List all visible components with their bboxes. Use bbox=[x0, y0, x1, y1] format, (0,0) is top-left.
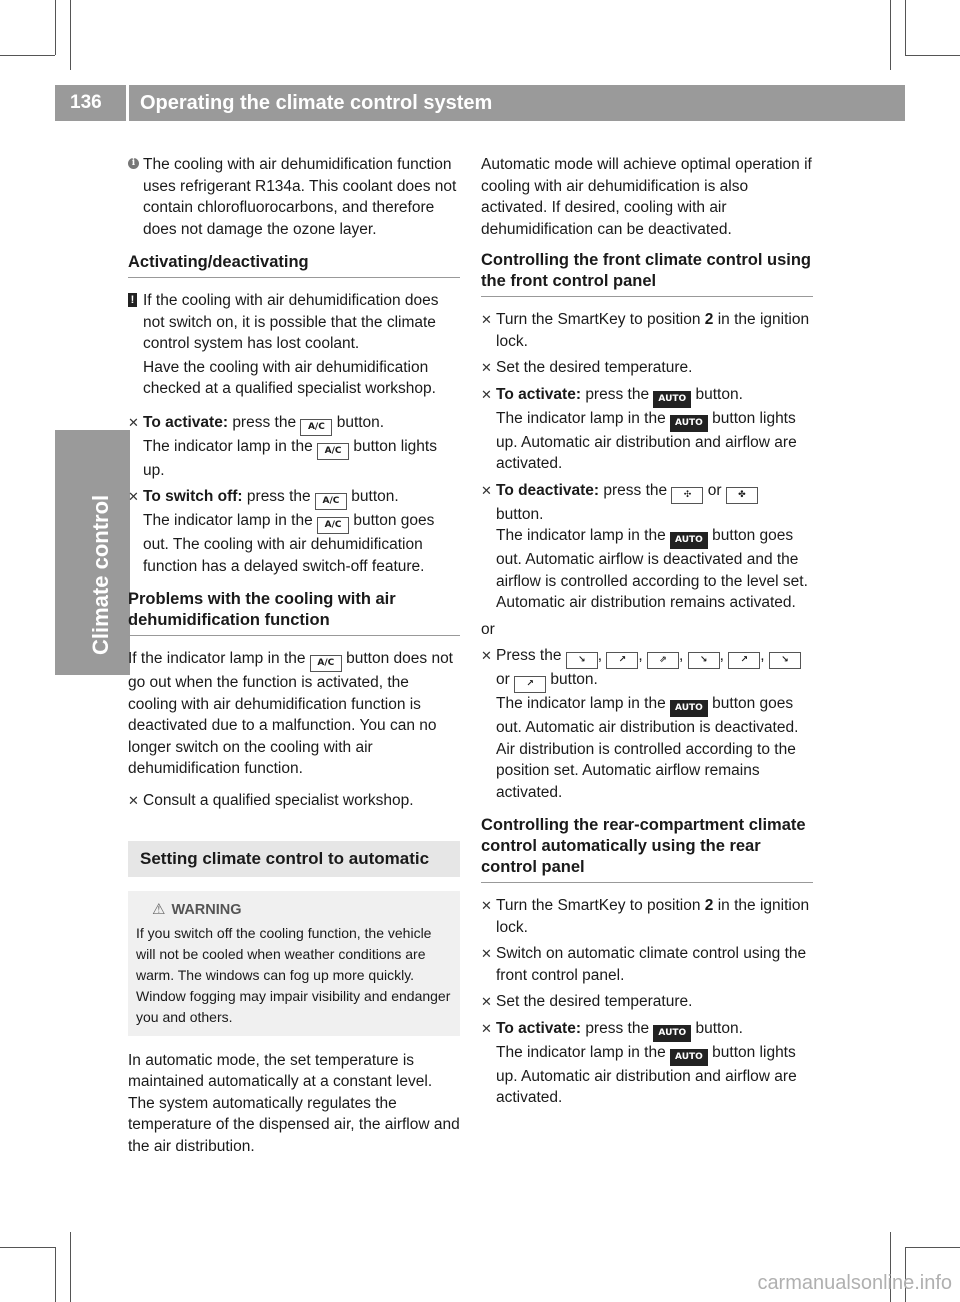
watermark[interactable]: carmanualsonline.info bbox=[757, 1272, 952, 1294]
step-rear-1: ✕ Turn the SmartKey to position 2 in the ignition lock. bbox=[481, 897, 810, 936]
side-tab-label: Climate control bbox=[88, 494, 113, 655]
step-rear-2: ✕ Switch on automatic climate control using the front control panel. bbox=[481, 945, 807, 984]
crop-mark bbox=[70, 1232, 71, 1302]
step-arrow-icon: ✕ bbox=[481, 360, 492, 375]
air-footwell-icon: ↘ bbox=[566, 652, 598, 669]
left-column bbox=[128, 154, 460, 1167]
step-arrow-icon: ✕ bbox=[481, 1020, 492, 1036]
air-windshield-icon: ⇗ bbox=[647, 652, 679, 669]
crop-mark bbox=[905, 0, 906, 55]
heading-problems: Problems with the cooling with air dehumidification function bbox=[128, 589, 460, 636]
auto-button-icon: AUTO bbox=[653, 391, 691, 408]
crop-mark bbox=[0, 55, 55, 56]
auto-button-icon: AUTO bbox=[670, 415, 708, 432]
step-rear-3: ✕ Set the desired temperature. bbox=[481, 991, 813, 1013]
right-column bbox=[481, 154, 813, 1114]
page-number: 136 bbox=[70, 92, 102, 113]
step-consult: ✕ Consult a qualified specialist workshop. bbox=[128, 790, 460, 812]
crop-mark bbox=[70, 0, 71, 70]
air-vent-icon: ↗ bbox=[514, 676, 546, 693]
step-front-deactivate: ✕ To deactivate: press the ✣ or ✤ button. The indicator lamp in the AUTO button goes out. Automatic airflow is deactivated and the airflow is controlled according to the level set. Automatic air distribution remains activated. bbox=[481, 481, 808, 611]
fan-up-icon: ✣ bbox=[671, 487, 703, 504]
step-switch-off: ✕ To switch off: press the A/C button. The indicator lamp in the A/C button goes out. The cooling with air dehumidification function has a delayed switch-off feature. bbox=[128, 488, 435, 575]
auto-button-icon: AUTO bbox=[670, 532, 708, 549]
warning-triangle-icon: ⚠ bbox=[152, 900, 166, 918]
step-front-activate: ✕ To activate: press the AUTO button. The indicator lamp in the AUTO button lights up. Automatic air distribution and airflow are activated. bbox=[481, 385, 797, 472]
heading-activating: Activating/deactivating bbox=[128, 252, 460, 278]
header-divider bbox=[126, 85, 129, 121]
step-front-2: ✕ Set the desired temperature. bbox=[481, 357, 813, 379]
step-front-1: ✕ Turn the SmartKey to position 2 in the ignition lock. bbox=[481, 311, 810, 350]
crop-mark bbox=[55, 1247, 56, 1302]
crop-mark bbox=[0, 1247, 55, 1248]
step-arrow-icon: ✕ bbox=[128, 414, 139, 430]
air-vent-icon: ↗ bbox=[728, 652, 760, 669]
intro-paragraph: Automatic mode will achieve optimal operation if cooling with air dehumidification is also activated. If desired, cooling with air dehumidification can be deactivated. bbox=[481, 156, 812, 238]
step-arrow-icon: ✕ bbox=[481, 312, 492, 327]
auto-button-icon: AUTO bbox=[653, 1025, 691, 1042]
crop-mark bbox=[55, 0, 56, 55]
crop-mark bbox=[905, 55, 960, 56]
step-activate: ✕ To activate: press the A/C button. The indicator lamp in the A/C button lights up. bbox=[128, 413, 437, 479]
info-note: i The cooling with air dehumidification function uses refrigerant R134a. This coolant does not contain chlorofluorocarbons, and therefore does not damage the ozone layer. bbox=[128, 154, 460, 240]
warning-box: ⚠ WARNING If you switch off the cooling function, the vehicle will not be cooled when weather conditions are warm. The windows can fog up more quickly. Window fogging may impair visibility and endanger you and others. bbox=[128, 891, 460, 1036]
problems-paragraph: If the indicator lamp in the A/C button does not go out when the function is activated, the cooling with air dehumidification function is deactivated due to a malfunction. You can no longer switch on the cooling with air dehumidification function. bbox=[128, 650, 453, 777]
or-word: or bbox=[481, 620, 495, 638]
auto-mode-paragraph: In automatic mode, the set temperature is maintained automatically at a constant level. The system automatically regulates the temperature of the dispensed air, the airflow and the air distribution. bbox=[128, 1051, 460, 1155]
heading-rear: Controlling the rear-compartment climate control automatically using the rear control panel bbox=[481, 815, 813, 883]
section-heading: Setting climate control to automatic bbox=[128, 841, 460, 877]
caution-note: ! If the cooling with air dehumidification does not switch on, it is possible that the climate control system has lost coolant. Have the cooling with air dehumidification checked at a qualified specialist workshop. bbox=[128, 290, 460, 400]
step-rear-activate: ✕ To activate: press the AUTO button. The indicator lamp in the AUTO button lights up. Automatic air distribution and airflow are activated. bbox=[481, 1019, 797, 1106]
ac-button-icon: A/C bbox=[315, 493, 347, 510]
step-press-distribution: ✕ Press the ↘ , ↗ , ⇗ , ↘ , ↗ , ↘ or ↗ button. The indicator lamp in the AUTO button goes out. Automatic air distribution is deactivated. Air distribution is controlled according to the position set. Automatic airflow remains activated. bbox=[481, 645, 813, 803]
auto-button-icon: AUTO bbox=[670, 700, 708, 717]
ac-button-icon: A/C bbox=[300, 419, 332, 436]
step-arrow-icon: ✕ bbox=[481, 386, 492, 402]
air-vent-icon: ↗ bbox=[606, 652, 638, 669]
heading-front: Controlling the front climate control using the front control panel bbox=[481, 250, 813, 297]
crop-mark bbox=[890, 0, 891, 70]
ac-button-icon: A/C bbox=[317, 443, 349, 460]
step-arrow-icon: ✕ bbox=[481, 648, 492, 663]
info-icon: i bbox=[128, 158, 139, 169]
air-footwell-icon: ↘ bbox=[688, 652, 720, 669]
air-footwell-icon: ↘ bbox=[769, 652, 801, 669]
fan-down-icon: ✤ bbox=[726, 487, 758, 504]
step-arrow-icon: ✕ bbox=[481, 482, 492, 498]
ac-button-icon: A/C bbox=[310, 655, 342, 672]
ac-button-icon: A/C bbox=[317, 517, 349, 534]
step-arrow-icon: ✕ bbox=[128, 792, 139, 808]
step-arrow-icon: ✕ bbox=[481, 994, 492, 1009]
step-arrow-icon: ✕ bbox=[481, 946, 492, 961]
step-arrow-icon: ✕ bbox=[128, 489, 139, 504]
crop-mark bbox=[905, 1247, 960, 1248]
page-title: Operating the climate control system bbox=[140, 92, 493, 114]
auto-button-icon: AUTO bbox=[670, 1049, 708, 1066]
caution-icon: ! bbox=[128, 293, 137, 307]
step-arrow-icon: ✕ bbox=[481, 898, 492, 913]
